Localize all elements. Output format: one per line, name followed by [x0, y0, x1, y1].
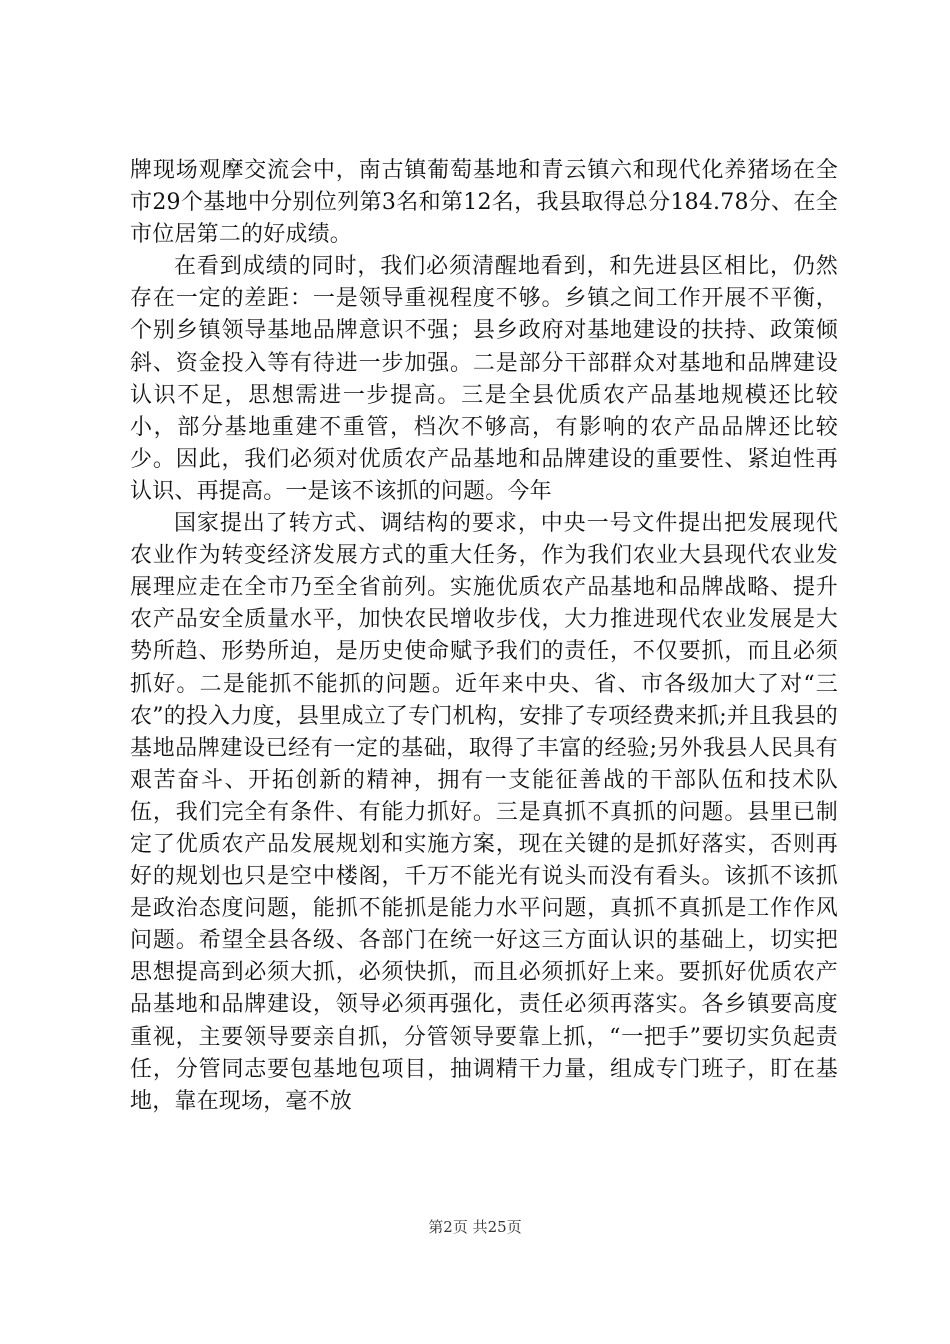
- page-footer: 第2页 共25页: [428, 1218, 522, 1236]
- paragraph-1: 牌现场观摩交流会中，南古镇葡萄基地和青云镇六和现代化养猪场在全市29个基地中分别位列第3名和第12名，我县取得总分184.78分、在全市位居第二的好成绩。: [130, 158, 838, 248]
- paragraph-3: 国家提出了转方式、调结构的要求，中央一号文件提出把发展现代农业作为转变经济发展方式的重大任务，作为我们农业大县现代农业发展理应走在全市乃至全省前列。实施优质农产品基地和品牌战略、提升农产品安全质量水平，加快农民增收步伐，大力推进现代农业发展是大势所趋、形势所迫，是历史使命赋予我们的责任，不仅要抓，而且必须抓好。二是能抓不能抓的问题。近年来中央、省、市各级加大了对“三农”的投入力度，县里成立了专门机构，安排了专项经费来抓;并且我县的基地品牌建设已经有一定的基础，取得了丰富的经验;另外我县人民具有艰苦奋斗、开拓创新的精神，拥有一支能征善战的干部队伍和技术队伍，我们完全有条件、有能力抓好。三是真抓不真抓的问题。县里已制定了优质农产品发展规划和实施方案，现在关键的是抓好落实，否则再好的规划也只是空中楼阁，千万不能光有说头而没有看头。该抓不该抓是政治态度问题，能抓不能抓是能力水平问题，真抓不真抓是工作作风问题。希望全县各级、各部门在统一好这三方面认识的基础上，切实把思想提高到必须大抓，必须快抓，而且必须抓好上来。要抓好优质农产品基地和品牌建设，领导必须再强化，责任必须再落实。各乡镇要高度重视，主要领导要亲自抓，分管领导要靠上抓，“一把手”要切实负起责任，分管同志要包基地包项目，抽调精干力量，组成专门班子，盯在基地，靠在现场，毫不放: [130, 511, 838, 1114]
- document-body: [130, 155, 838, 1118]
- paragraph-2: 在看到成绩的同时，我们必须清醒地看到，和先进县区相比，仍然存在一定的差距：一是领导重视程度不够。乡镇之间工作开展不平衡，个别乡镇领导基地品牌意识不强；县乡政府对基地建设的扶持、政策倾斜、资金投入等有待进一步加强。二是部分干部群众对基地和品牌建设认识不足，思想需进一步提高。三是全县优质农产品基地规模还比较小，部分基地重建不重管，档次不够高，有影响的农产品品牌还比较少。因此，我们必须对优质农产品基地和品牌建设的重要性、紧迫性再认识、再提高。一是该不该抓的问题。今年: [130, 254, 838, 504]
